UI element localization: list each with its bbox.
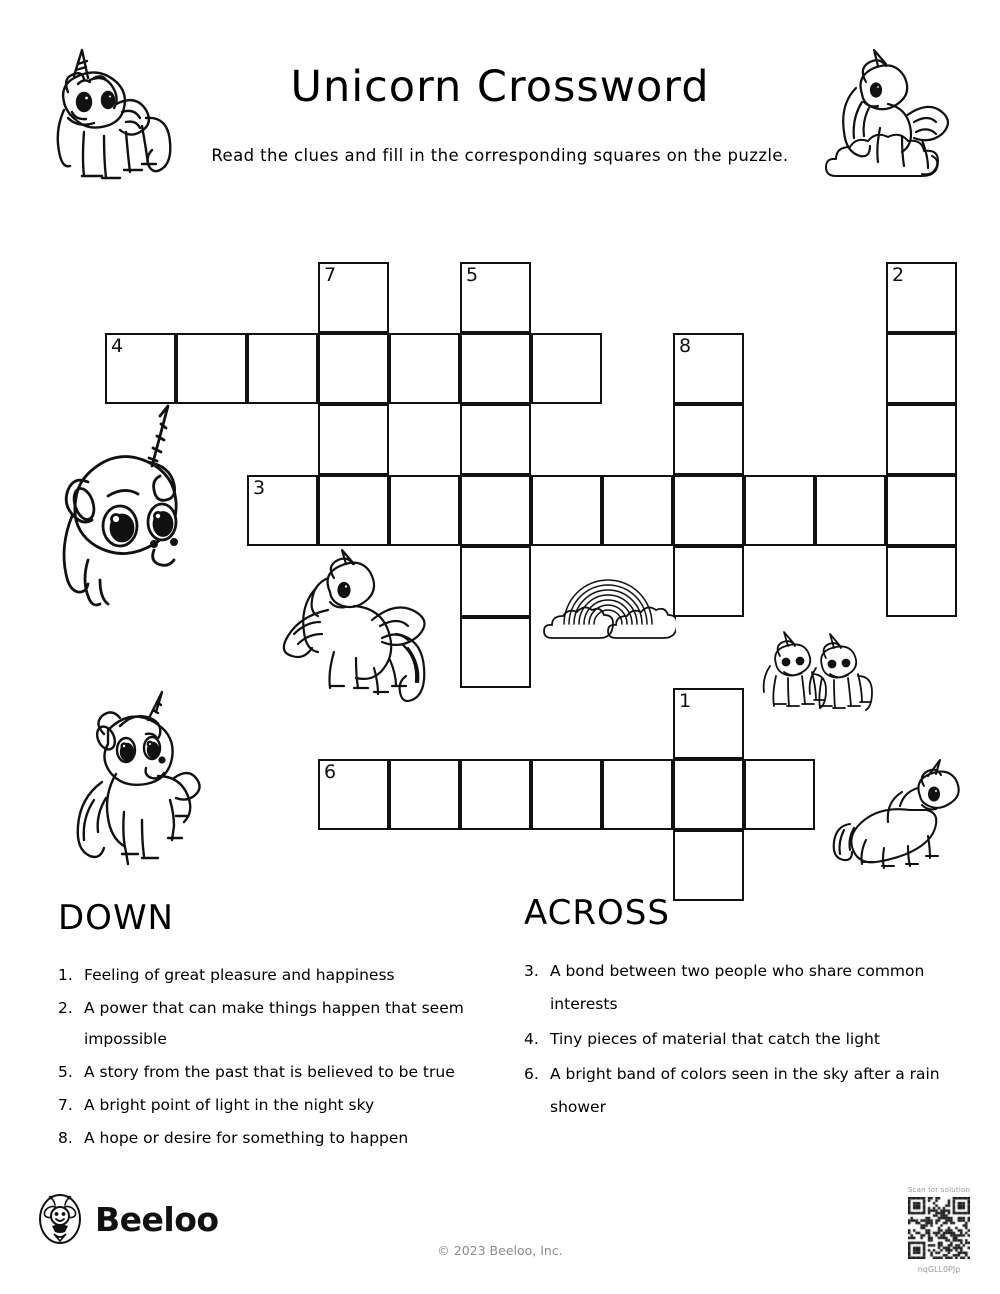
crossword-cell[interactable] <box>318 333 389 404</box>
crossword-cell[interactable] <box>602 759 673 830</box>
crossword-cell[interactable] <box>886 475 957 546</box>
crossword-cell-1[interactable] <box>673 688 744 759</box>
unicorn-running-icon <box>832 758 974 872</box>
crossword-cell[interactable] <box>815 475 886 546</box>
cell-number: 7 <box>324 264 337 286</box>
brand-name: Beeloo <box>95 1199 219 1239</box>
crossword-cell[interactable] <box>531 333 602 404</box>
crossword-cell[interactable] <box>673 475 744 546</box>
unicorn-head-icon <box>48 404 210 620</box>
clue-text: Feeling of great pleasure and happiness <box>84 966 395 984</box>
clue-text: Tiny pieces of material that catch the light <box>550 1030 880 1048</box>
crossword-cell-4[interactable] <box>105 333 176 404</box>
cell-number: 3 <box>253 477 266 499</box>
cell-number: 6 <box>324 761 337 783</box>
clue-number: 7. <box>58 1096 73 1114</box>
clue-number: 3. <box>524 962 539 980</box>
crossword-cell-6[interactable] <box>318 759 389 830</box>
page-title: Unicorn Crossword <box>290 62 710 112</box>
crossword-cell[interactable] <box>886 546 957 617</box>
clue-text: A power that can make things happen that seem impossible <box>84 999 464 1048</box>
crossword-cell[interactable] <box>886 404 957 475</box>
copyright-text: © 2023 Beeloo, Inc. <box>437 1243 563 1258</box>
clue-text: A bond between two people who share common interests <box>550 962 925 1013</box>
crossword-cell-8[interactable] <box>673 333 744 404</box>
page-subtitle: Read the clues and fill in the corresponding squares on the puzzle. <box>211 146 789 165</box>
crossword-cell[interactable] <box>318 475 389 546</box>
crossword-cell-7[interactable] <box>318 262 389 333</box>
crossword-cell[interactable] <box>460 333 531 404</box>
cell-number: 1 <box>679 690 692 712</box>
down-clue-5 <box>58 1057 508 1088</box>
crossword-cell[interactable] <box>531 759 602 830</box>
cell-number: 5 <box>466 264 479 286</box>
down-clue-2 <box>58 993 508 1055</box>
crossword-cell[interactable] <box>602 475 673 546</box>
crossword-cell-5[interactable] <box>460 262 531 333</box>
crossword-cell[interactable] <box>886 333 957 404</box>
clue-number: 4. <box>524 1030 539 1048</box>
crossword-cell[interactable] <box>531 475 602 546</box>
across-clue-list <box>524 955 964 1124</box>
crossword-cell[interactable] <box>460 475 531 546</box>
across-clue-4 <box>524 1023 964 1056</box>
crossword-cell[interactable] <box>389 475 460 546</box>
crossword-cell[interactable] <box>176 333 247 404</box>
crossword-cell[interactable] <box>744 475 815 546</box>
clue-number: 1. <box>58 966 73 984</box>
crossword-cell[interactable] <box>744 759 815 830</box>
clue-number: 2. <box>58 999 73 1017</box>
bee-logo-icon <box>38 1194 82 1244</box>
clue-text: A hope or desire for something to happen <box>84 1129 409 1147</box>
twin-unicorns-icon <box>762 630 874 722</box>
across-heading: ACROSS <box>524 893 670 933</box>
down-heading: DOWN <box>58 898 174 938</box>
clue-text: A bright band of colors seen in the sky after a rain shower <box>550 1065 940 1116</box>
crossword-cell-2[interactable] <box>886 262 957 333</box>
crossword-cell[interactable] <box>673 546 744 617</box>
crossword-cell[interactable] <box>673 759 744 830</box>
cell-number: 2 <box>892 264 905 286</box>
crossword-cell[interactable] <box>460 404 531 475</box>
crossword-cell[interactable] <box>460 759 531 830</box>
down-clue-8 <box>58 1123 508 1154</box>
clue-number: 8. <box>58 1129 73 1147</box>
down-clue-1 <box>58 960 508 991</box>
down-clues-section <box>58 898 508 1156</box>
clue-text: A bright point of light in the night sky <box>84 1096 375 1114</box>
across-clues-section <box>524 893 964 1126</box>
down-clue-list <box>58 960 508 1154</box>
cell-number: 8 <box>679 335 692 357</box>
qr-block <box>896 1186 982 1274</box>
brand-logo <box>38 1194 219 1244</box>
crossword-cell[interactable] <box>673 404 744 475</box>
unicorn-rearing-icon <box>58 690 220 872</box>
clue-text: A story from the past that is believed to be true <box>84 1063 455 1081</box>
crossword-cell[interactable] <box>460 546 531 617</box>
crossword-cell-3[interactable] <box>247 475 318 546</box>
qr-code-image[interactable] <box>908 1197 970 1259</box>
pegasus-flying-icon <box>272 548 450 738</box>
crossword-cell[interactable] <box>318 404 389 475</box>
page-footer <box>0 1186 1000 1294</box>
across-clue-6 <box>524 1058 964 1124</box>
clue-number: 6. <box>524 1065 539 1083</box>
rainbow-with-clouds-icon <box>540 566 676 644</box>
crossword-cell[interactable] <box>460 617 531 688</box>
clue-number: 5. <box>58 1063 73 1081</box>
crossword-cell[interactable] <box>389 333 460 404</box>
cell-number: 4 <box>111 335 124 357</box>
crossword-cell[interactable] <box>247 333 318 404</box>
qr-caption: Scan for solution <box>907 1186 971 1194</box>
qr-id-text: nqGLL0PJp <box>917 1265 961 1274</box>
crossword-cell[interactable] <box>389 759 460 830</box>
across-clue-3 <box>524 955 964 1021</box>
down-clue-7 <box>58 1090 508 1121</box>
crossword-cell[interactable] <box>673 830 744 901</box>
